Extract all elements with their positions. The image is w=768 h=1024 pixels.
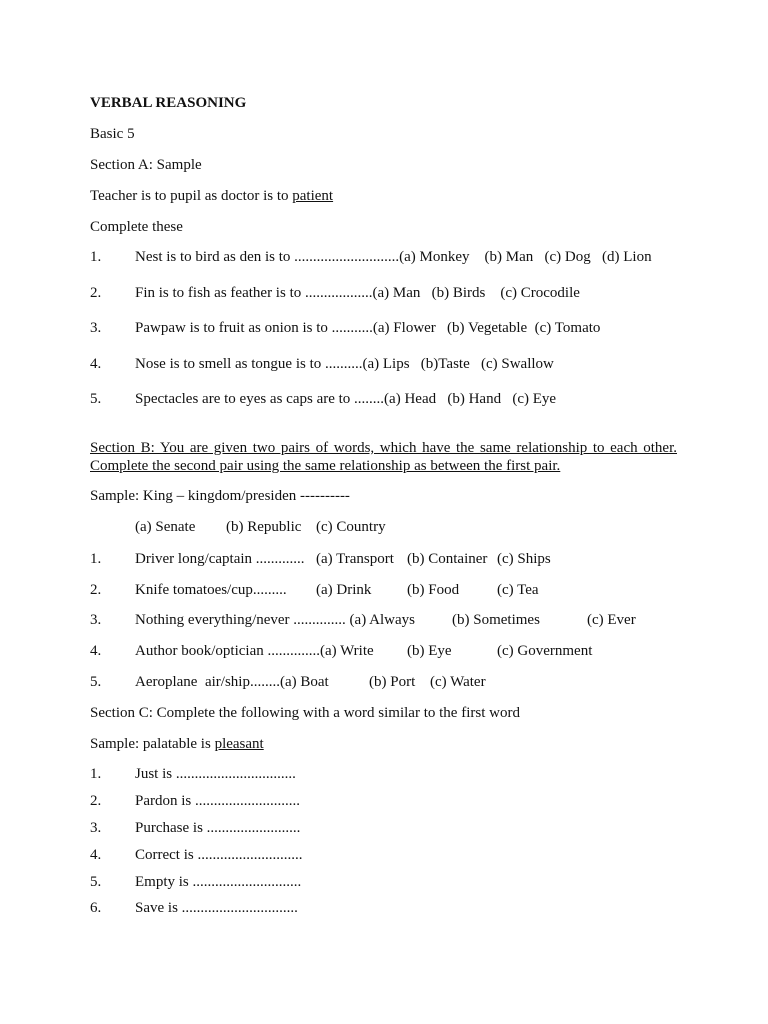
answer-option: (b) Food xyxy=(407,582,460,598)
section-c-sample xyxy=(90,735,264,753)
answer-option: (b) Sometimes xyxy=(452,612,540,628)
question-number: 2. xyxy=(90,582,102,598)
sample-option: (c) Country xyxy=(316,519,386,535)
question-number: 3. xyxy=(90,320,102,336)
question-text: Knife tomatoes/cup......... xyxy=(135,582,287,598)
section-a-heading: Section A: Sample xyxy=(90,157,202,173)
sample-option: (b) Republic xyxy=(226,519,302,535)
question-number: 3. xyxy=(90,820,102,836)
question-number: 5. xyxy=(90,674,102,690)
question-text: Nest is to bird as den is to ............................(a) Monkey (b) Man (c) Dog (d) Lion xyxy=(135,249,652,265)
answer-option: (a) Transport xyxy=(316,551,394,567)
answer-option: (c) Water xyxy=(430,674,486,690)
question-number: 3. xyxy=(90,612,102,628)
question-text: Empty is ............................. xyxy=(135,874,302,890)
question-number: 4. xyxy=(90,356,102,372)
question-text: Correct is ............................ xyxy=(135,847,303,863)
question-text: Driver long/captain ............. xyxy=(135,551,305,567)
question-text: Save is ............................... xyxy=(135,900,298,916)
answer-option: (c) Ships xyxy=(497,551,551,567)
question-text: Nothing everything/never .............. (a) Always xyxy=(135,612,415,628)
answer-option: (c) Government xyxy=(497,643,593,659)
section-b-sample: Sample: King – kingdom/presiden ---------- xyxy=(90,488,350,504)
section-a-sample-answer: patient xyxy=(292,188,334,204)
question-number: 5. xyxy=(90,391,102,407)
question-number: 1. xyxy=(90,249,102,265)
sample-option: (a) Senate xyxy=(135,519,196,535)
question-number: 5. xyxy=(90,874,102,890)
question-text: Pawpaw is to fruit as onion is to ...........(a) Flower (b) Vegetable (c) Tomato xyxy=(135,320,601,336)
question-text: Aeroplane air/ship........(a) Boat xyxy=(135,674,329,690)
document-title: VERBAL REASONING xyxy=(90,95,247,111)
question-number: 4. xyxy=(90,847,102,863)
question-number: 2. xyxy=(90,793,102,809)
question-number: 1. xyxy=(90,551,102,567)
question-text: Fin is to fish as feather is to ..................(a) Man (b) Birds (c) Crocodile xyxy=(135,285,580,301)
section-a-sample xyxy=(90,187,333,205)
section-c-sample-answer: pleasant xyxy=(214,736,264,752)
section-b-heading: Section B: You are given two pairs of words, which have the same relationship to each other. Complete the second pair using the same relationship as between the first pair. xyxy=(90,440,677,474)
answer-option: (b) Eye xyxy=(407,643,452,659)
question-text: Author book/optician ..............(a) Write xyxy=(135,643,374,659)
question-text: Spectacles are to eyes as caps are to ........(a) Head (b) Hand (c) Eye xyxy=(135,391,557,407)
answer-option: (c) Ever xyxy=(587,612,636,628)
question-number: 2. xyxy=(90,285,102,301)
question-number: 1. xyxy=(90,766,102,782)
question-text: Just is ................................ xyxy=(135,766,296,782)
section-c-sample-prefix: Sample: palatable is xyxy=(90,736,215,752)
question-text: Pardon is ............................ xyxy=(135,793,300,809)
section-c-heading: Section C: Complete the following with a word similar to the first word xyxy=(90,705,520,721)
answer-option: (c) Tea xyxy=(497,582,539,598)
answer-option: (a) Drink xyxy=(316,582,372,598)
section-a-sample-prefix: Teacher is to pupil as doctor is to xyxy=(90,188,293,204)
answer-option: (b) Port xyxy=(369,674,416,690)
question-number: 6. xyxy=(90,900,102,916)
question-text: Purchase is ......................... xyxy=(135,820,301,836)
section-a-instruction: Complete these xyxy=(90,219,183,235)
answer-option: (b) Container xyxy=(407,551,488,567)
question-number: 4. xyxy=(90,643,102,659)
question-text: Nose is to smell as tongue is to ..........(a) Lips (b)Taste (c) Swallow xyxy=(135,356,554,372)
class-label: Basic 5 xyxy=(90,126,135,142)
